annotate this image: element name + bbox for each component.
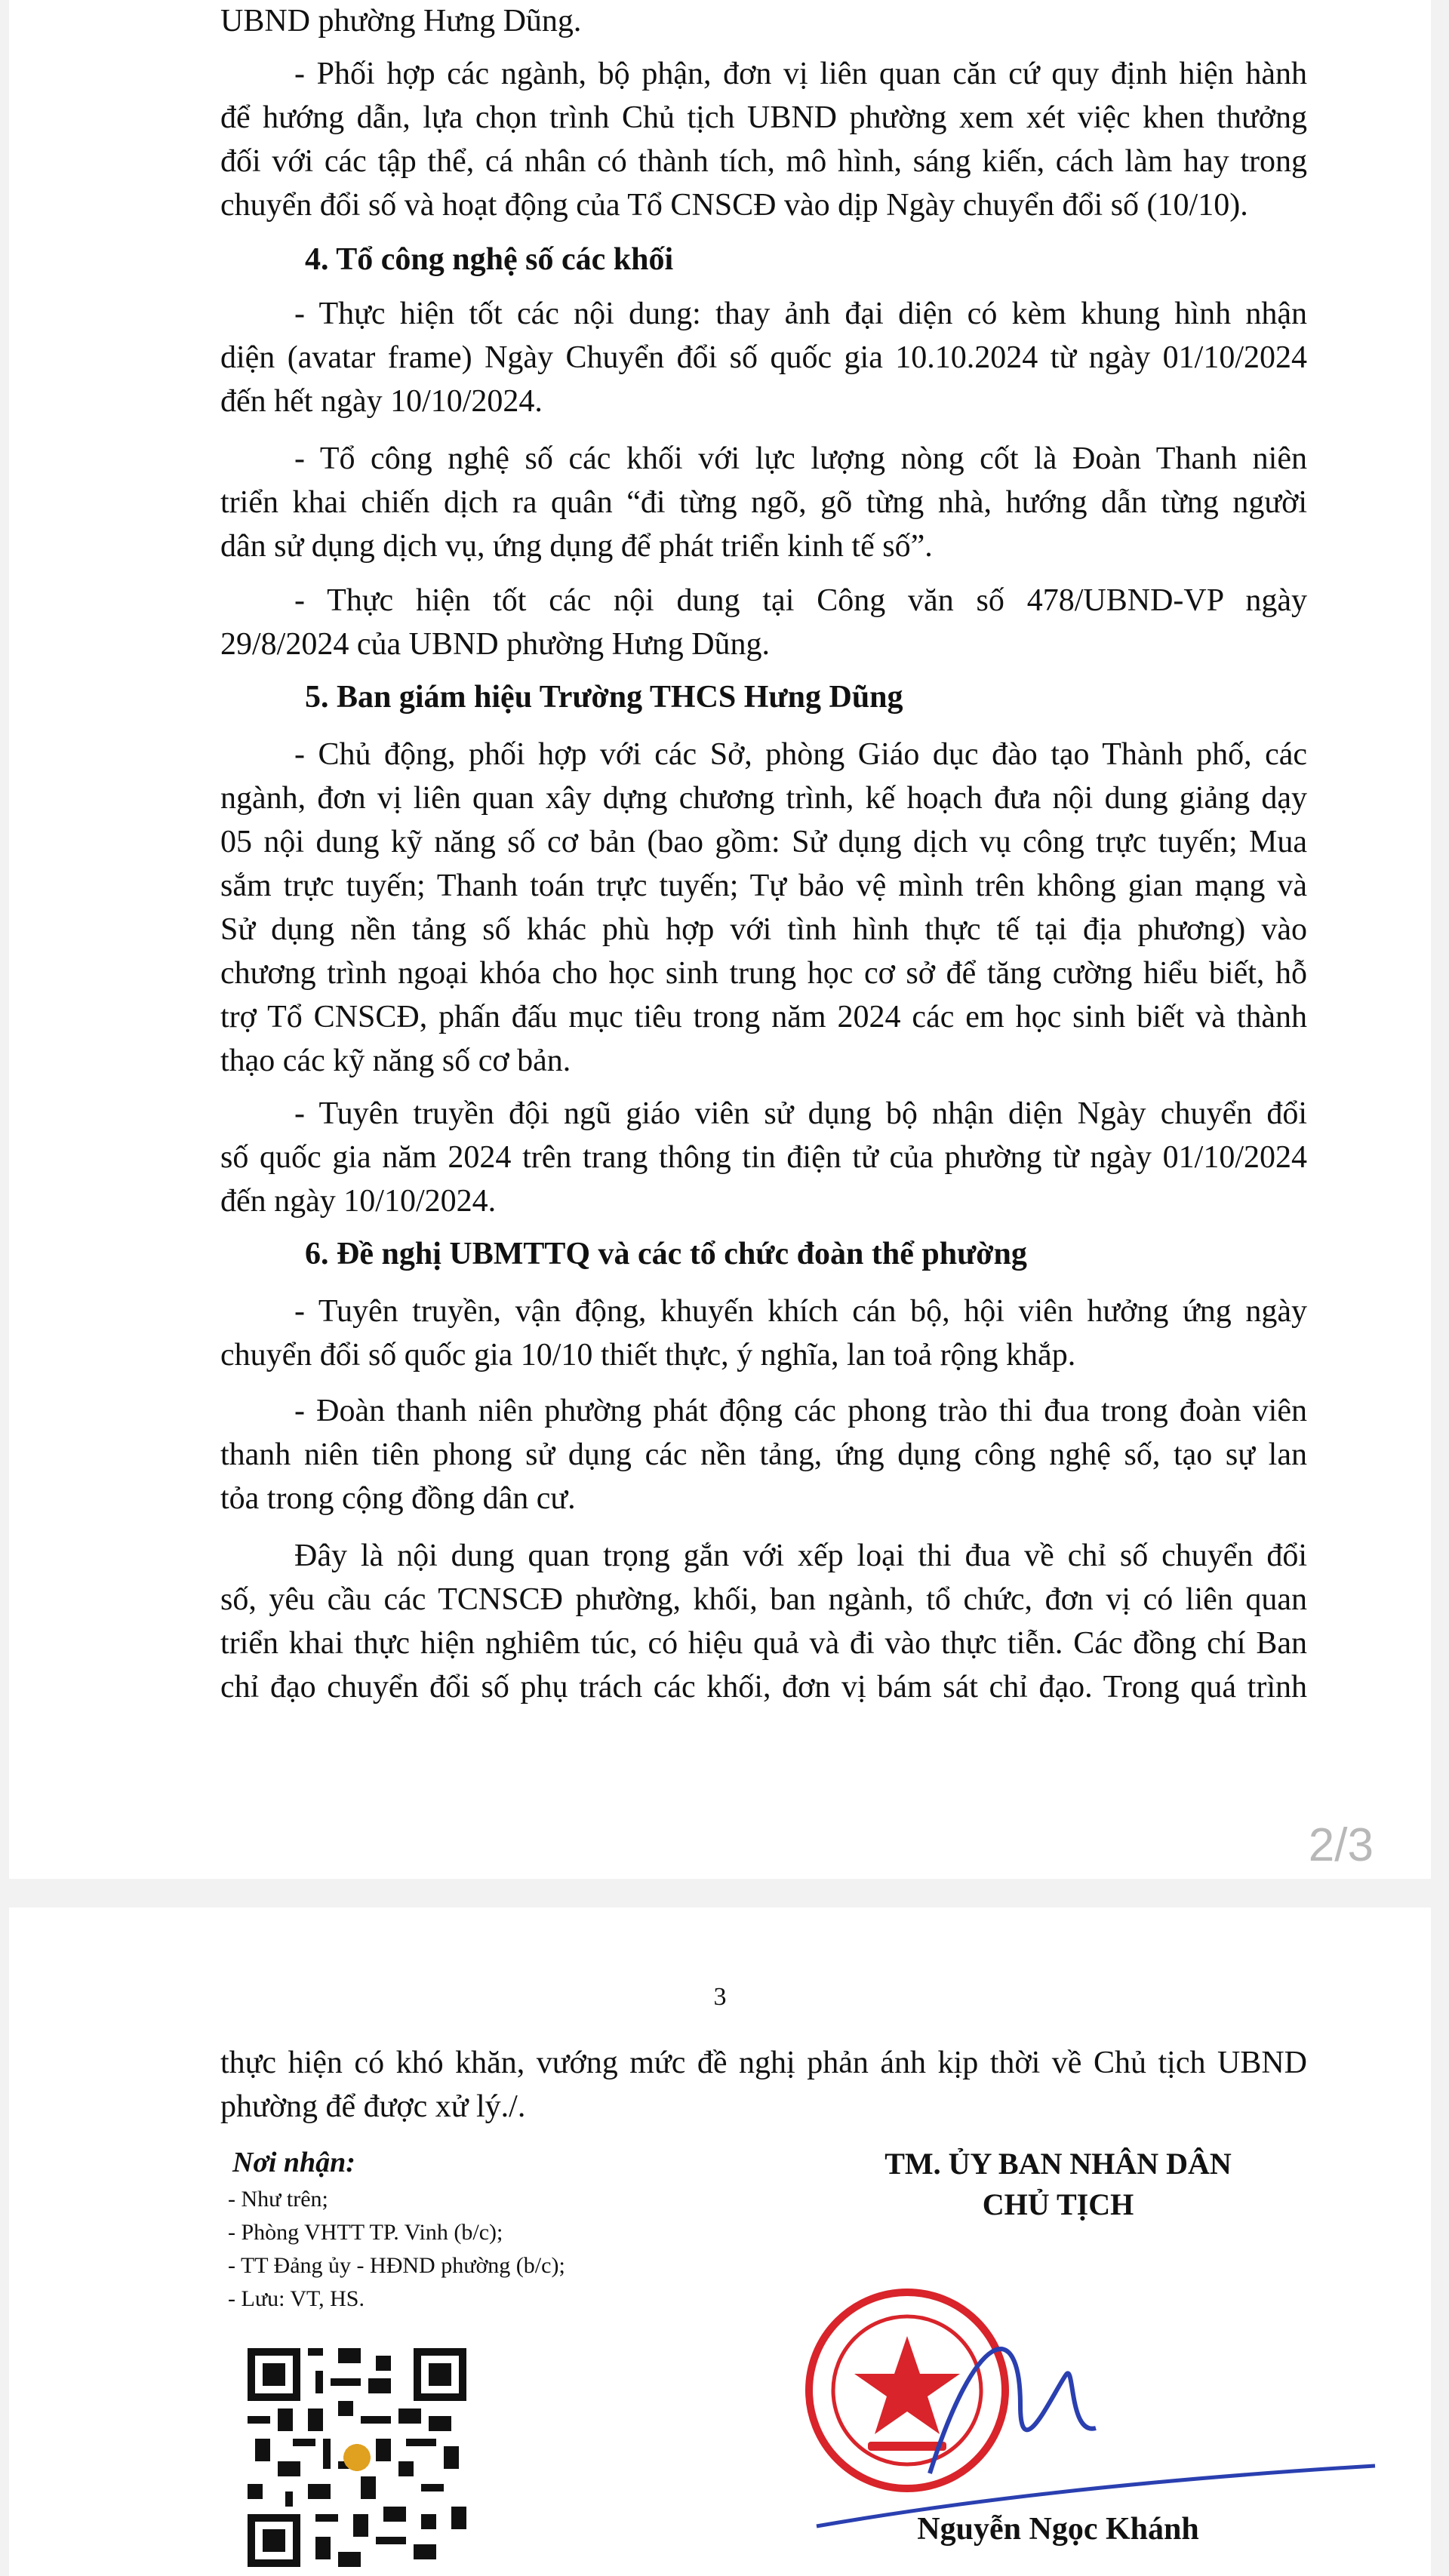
text-line: - Tuyên truyền, vận động, khuyến khích cán bộ, hội viên hưởng ứng ngày (294, 1294, 1307, 1329)
text-line: - Tuyên truyền đội ngũ giáo viên sử dụng bộ nhận diện Ngày chuyển đổi (294, 1096, 1307, 1131)
text-line: chuyển đổi số quốc gia 10/10 thiết thực, ý nghĩa, lan toả rộng khắp. (220, 1338, 1076, 1373)
recipient-item: - TT Đảng ủy - HĐND phường (b/c); (228, 2253, 565, 2278)
text-line: thực hiện có khó khăn, vướng mức đề nghị phản ánh kịp thời về Chủ tịch UBND (220, 2046, 1307, 2080)
text-line: số, yêu cầu các TCNSCĐ phường, khối, ban ngành, tổ chức, đơn vị có liên quan (220, 1582, 1307, 1617)
text-line: - Thực hiện tốt các nội dung: thay ảnh đại diện có kèm khung hình nhận (294, 297, 1307, 331)
signer-name: Nguyễn Ngọc Khánh (917, 2512, 1199, 2547)
text-line: triển khai thực hiện nghiêm túc, có hiệu quả và đi vào thực tiễn. Các đồng chí Ban (220, 1626, 1307, 1661)
text-line: - Thực hiện tốt các nội dung tại Công văn số 478/UBND-VP ngày (294, 583, 1307, 618)
text-line: Đây là nội dung quan trọng gắn với xếp loại thi đua về chỉ số chuyển đổi (294, 1539, 1307, 1573)
official-seal-and-signature-icon (794, 2247, 1383, 2534)
signing-role: CHỦ TỊCH (982, 2187, 1134, 2221)
text-line: triển khai chiến dịch ra quân “đi từng ngõ, gõ từng nhà, hướng dẫn từng người (220, 485, 1307, 520)
text-line: để hướng dẫn, lựa chọn trình Chủ tịch UBND phường xem xét việc khen thưởng (220, 100, 1307, 135)
text-line: 05 nội dung kỹ năng số cơ bản (bao gồm: Sử dụng dịch vụ công trực tuyến; Mua (220, 825, 1307, 859)
signing-organization: TM. ỦY BAN NHÂN DÂN (884, 2147, 1232, 2181)
text-line: đối với các tập thể, cá nhân có thành tích, mô hình, sáng kiến, cách làm hay trong (220, 144, 1307, 179)
section-heading-5: 5. Ban giám hiệu Trường THCS Hưng Dũng (305, 680, 903, 715)
section-heading-4: 4. Tổ công nghệ số các khối (305, 242, 674, 277)
text-line: chỉ đạo chuyển đổi số phụ trách các khối, đơn vị bám sát chỉ đạo. Trong quá trình (220, 1670, 1307, 1705)
text-line: thạo các kỹ năng số cơ bản. (220, 1044, 571, 1078)
text-line: - Chủ động, phối hợp với các Sở, phòng Giáo dục đào tạo Thành phố, các (294, 737, 1307, 772)
text-line: sắm trực tuyến; Thanh toán trực tuyến; Tự bảo vệ mình trên không gian mạng và (220, 868, 1307, 903)
recipients-title: Nơi nhận: (232, 2147, 355, 2178)
text-line: trợ Tổ CNSCĐ, phấn đấu mục tiêu trong năm 2024 các em học sinh biết và thành (220, 1000, 1307, 1034)
text-line: tỏa trong cộng đồng dân cư. (220, 1481, 576, 1516)
text-line: chuyển đổi số và hoạt động của Tổ CNSCĐ vào dịp Ngày chuyển đổi số (10/10). (220, 188, 1248, 223)
section-heading-6: 6. Đề nghị UBMTTQ và các tổ chức đoàn thể phường (305, 1237, 1027, 1271)
text-line: số quốc gia năm 2024 trên trang thông tin điện tử của phường từ ngày 01/10/2024 (220, 1140, 1307, 1175)
text-line: Sử dụng nền tảng số khác phù hợp với tình hình thực tế tại địa phương) vào (220, 912, 1307, 947)
text-line: phường để được xử lý./. (220, 2089, 526, 2124)
text-line: - Phối hợp các ngành, bộ phận, đơn vị liên quan căn cứ quy định hiện hành (294, 57, 1307, 91)
text-line: dân sử dụng dịch vụ, ứng dụng để phát triển kinh tế số”. (220, 529, 933, 564)
text-line: chương trình ngoại khóa cho học sinh trung học cơ sở để tăng cường hiểu biết, hỗ (220, 956, 1307, 991)
recipient-item: - Lưu: VT, HS. (228, 2286, 365, 2311)
text-line: đến hết ngày 10/10/2024. (220, 384, 543, 419)
recipient-item: - Phòng VHTT TP. Vinh (b/c); (228, 2220, 503, 2245)
text-line: thanh niên tiên phong sử dụng các nền tảng, ứng dụng công nghệ số, tạo sự lan (220, 1437, 1307, 1472)
page-number: 3 (713, 1983, 727, 2011)
text-line: ngành, đơn vị liên quan xây dựng chương trình, kế hoạch đưa nội dung giảng dạy (220, 781, 1307, 816)
text-line: 29/8/2024 của UBND phường Hưng Dũng. (220, 627, 771, 662)
document-page-2 (9, 0, 1431, 1879)
page-indicator: 2/3 (1308, 1819, 1374, 1871)
text-line: - Đoàn thanh niên phường phát động các phong trào thi đua trong đoàn viên (294, 1394, 1307, 1428)
text-line: diện (avatar frame) Ngày Chuyển đổi số quốc gia 10.10.2024 từ ngày 01/10/2024 (220, 340, 1307, 375)
qr-code-icon (248, 2348, 466, 2567)
recipient-item: - Như trên; (228, 2187, 328, 2212)
document-page-3 (9, 1907, 1431, 2576)
text-line: đến ngày 10/10/2024. (220, 1184, 497, 1219)
text-line: UBND phường Hưng Dũng. (220, 4, 582, 38)
text-line: - Tổ công nghệ số các khối với lực lượng nòng cốt là Đoàn Thanh niên (294, 441, 1307, 476)
